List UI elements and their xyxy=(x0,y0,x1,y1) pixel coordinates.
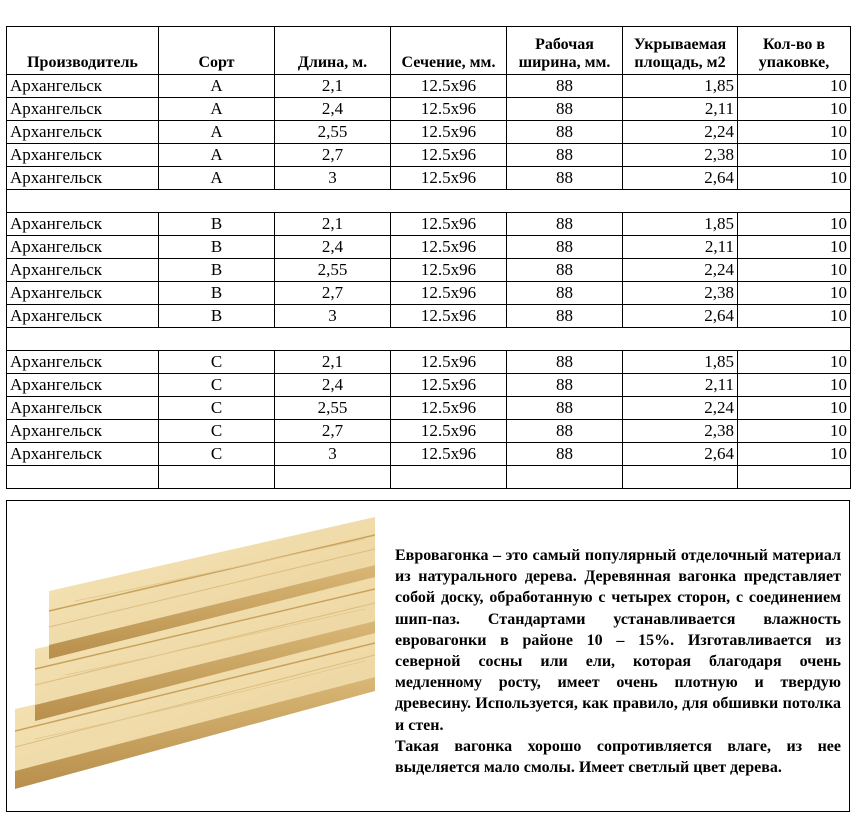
cell-maker: Архангельск xyxy=(7,305,159,328)
cell-area: 2,64 xyxy=(623,443,738,466)
cell-qty: 10 xyxy=(738,75,851,98)
cell-work-width: 88 xyxy=(507,443,623,466)
cell-section: 12.5x96 xyxy=(391,75,507,98)
cell-qty: 10 xyxy=(738,374,851,397)
cell-length: 2,1 xyxy=(275,213,391,236)
cell-length: 2,55 xyxy=(275,121,391,144)
cell-section: 12.5x96 xyxy=(391,305,507,328)
header-work-width: Рабочая ширина, мм. xyxy=(507,27,623,75)
table-row xyxy=(7,397,851,420)
table-row xyxy=(7,282,851,305)
cell-area: 2,24 xyxy=(623,259,738,282)
cell-work-width: 88 xyxy=(507,259,623,282)
product-table xyxy=(6,26,851,489)
header-section: Сечение, мм. xyxy=(391,27,507,75)
cell-qty: 10 xyxy=(738,397,851,420)
cell-section: 12.5x96 xyxy=(391,420,507,443)
cell-section: 12.5x96 xyxy=(391,374,507,397)
cell-section: 12.5x96 xyxy=(391,259,507,282)
cell-maker: Архангельск xyxy=(7,397,159,420)
cell-area: 2,24 xyxy=(623,121,738,144)
cell-area: 2,11 xyxy=(623,236,738,259)
cell-work-width: 88 xyxy=(507,98,623,121)
cell-qty: 10 xyxy=(738,236,851,259)
empty-cell xyxy=(275,466,391,489)
cell-work-width: 88 xyxy=(507,282,623,305)
table-row xyxy=(7,374,851,397)
cell-maker: Архангельск xyxy=(7,374,159,397)
separator-row xyxy=(7,190,851,213)
cell-qty: 10 xyxy=(738,167,851,190)
cell-qty: 10 xyxy=(738,420,851,443)
cell-grade: A xyxy=(159,98,275,121)
table-row xyxy=(7,259,851,282)
cell-grade: B xyxy=(159,282,275,305)
cell-work-width: 88 xyxy=(507,213,623,236)
cell-length: 3 xyxy=(275,167,391,190)
cell-maker: Архангельск xyxy=(7,121,159,144)
cell-area: 2,11 xyxy=(623,98,738,121)
cell-length: 2,7 xyxy=(275,420,391,443)
cell-area: 2,38 xyxy=(623,420,738,443)
table-body xyxy=(7,75,851,489)
cell-length: 2,1 xyxy=(275,75,391,98)
cell-grade: A xyxy=(159,75,275,98)
cell-length: 3 xyxy=(275,443,391,466)
description-paragraph-1: Евровагонка – это самый популярный отделочный материал из натурального дерева. Деревянная вагонка представляет собой доску, обработанную с четырех сторон, с соединением шип-паз. Стандартами устанавливается влажность евровагонки в районе 10 – 15%. Изготавливается из северной сосны или ели, которая благодаря очень медленному росту, имеет очень плотную и твердую древесину. Используется, как правило, для обшивки потолка и стен. xyxy=(395,547,841,734)
wood-panels-image xyxy=(15,509,375,801)
header-length: Длина, м. xyxy=(275,27,391,75)
cell-maker: Архангельск xyxy=(7,213,159,236)
cell-grade: C xyxy=(159,374,275,397)
cell-section: 12.5x96 xyxy=(391,351,507,374)
cell-work-width: 88 xyxy=(507,121,623,144)
cell-maker: Архангельск xyxy=(7,236,159,259)
cell-qty: 10 xyxy=(738,305,851,328)
table-row xyxy=(7,420,851,443)
cell-section: 12.5x96 xyxy=(391,443,507,466)
cell-work-width: 88 xyxy=(507,75,623,98)
cell-work-width: 88 xyxy=(507,144,623,167)
info-panel xyxy=(6,500,850,812)
cell-maker: Архангельск xyxy=(7,259,159,282)
cell-qty: 10 xyxy=(738,443,851,466)
table-row xyxy=(7,75,851,98)
empty-cell xyxy=(507,466,623,489)
cell-area: 2,11 xyxy=(623,374,738,397)
table-row xyxy=(7,351,851,374)
header-grade: Сорт xyxy=(159,27,275,75)
cell-work-width: 88 xyxy=(507,236,623,259)
cell-grade: C xyxy=(159,397,275,420)
cell-grade: C xyxy=(159,351,275,374)
cell-length: 2,1 xyxy=(275,351,391,374)
cell-area: 2,38 xyxy=(623,282,738,305)
cell-length: 2,55 xyxy=(275,259,391,282)
cell-qty: 10 xyxy=(738,144,851,167)
table-row xyxy=(7,167,851,190)
cell-grade: B xyxy=(159,213,275,236)
cell-qty: 10 xyxy=(738,121,851,144)
cell-section: 12.5x96 xyxy=(391,213,507,236)
cell-length: 2,7 xyxy=(275,282,391,305)
cell-maker: Архангельск xyxy=(7,420,159,443)
cell-maker: Архангельск xyxy=(7,75,159,98)
cell-qty: 10 xyxy=(738,282,851,305)
cell-area: 1,85 xyxy=(623,75,738,98)
cell-work-width: 88 xyxy=(507,167,623,190)
cell-maker: Архангельск xyxy=(7,144,159,167)
table-row xyxy=(7,443,851,466)
cell-area: 1,85 xyxy=(623,351,738,374)
product-description xyxy=(395,545,841,778)
table-row xyxy=(7,98,851,121)
table-row xyxy=(7,213,851,236)
cell-qty: 10 xyxy=(738,98,851,121)
empty-cell xyxy=(391,466,507,489)
cell-work-width: 88 xyxy=(507,397,623,420)
cell-grade: C xyxy=(159,443,275,466)
cell-area: 2,38 xyxy=(623,144,738,167)
cell-qty: 10 xyxy=(738,351,851,374)
cell-grade: C xyxy=(159,420,275,443)
cell-length: 2,4 xyxy=(275,98,391,121)
separator-cell xyxy=(7,190,851,213)
separator-cell xyxy=(7,328,851,351)
table-row xyxy=(7,236,851,259)
separator-row xyxy=(7,466,851,489)
cell-grade: A xyxy=(159,121,275,144)
cell-maker: Архангельск xyxy=(7,167,159,190)
empty-cell xyxy=(623,466,738,489)
cell-length: 2,7 xyxy=(275,144,391,167)
cell-section: 12.5x96 xyxy=(391,167,507,190)
table-row xyxy=(7,121,851,144)
cell-maker: Архангельск xyxy=(7,282,159,305)
cell-section: 12.5x96 xyxy=(391,397,507,420)
cell-length: 2,4 xyxy=(275,236,391,259)
cell-maker: Архангельск xyxy=(7,443,159,466)
cell-qty: 10 xyxy=(738,213,851,236)
cell-work-width: 88 xyxy=(507,420,623,443)
cell-section: 12.5x96 xyxy=(391,282,507,305)
table-header-row xyxy=(7,27,851,75)
cell-maker: Архангельск xyxy=(7,351,159,374)
cell-section: 12.5x96 xyxy=(391,236,507,259)
empty-cell xyxy=(738,466,851,489)
cell-qty: 10 xyxy=(738,259,851,282)
cell-area: 1,85 xyxy=(623,213,738,236)
cell-grade: A xyxy=(159,144,275,167)
empty-cell xyxy=(159,466,275,489)
cell-work-width: 88 xyxy=(507,305,623,328)
cell-length: 2,4 xyxy=(275,374,391,397)
price-sheet xyxy=(6,26,850,812)
cell-maker: Архангельск xyxy=(7,98,159,121)
header-area: Укрываемая площадь, м2 xyxy=(623,27,738,75)
cell-section: 12.5x96 xyxy=(391,144,507,167)
cell-section: 12.5x96 xyxy=(391,121,507,144)
cell-area: 2,24 xyxy=(623,397,738,420)
header-qty: Кол-во в упаковке, xyxy=(738,27,851,75)
cell-grade: B xyxy=(159,259,275,282)
description-paragraph-2: Такая вагонка хорошо сопротивляется влаге, из нее выделяется мало смолы. Имеет светлый цвет дерева. xyxy=(395,737,841,777)
cell-length: 2,55 xyxy=(275,397,391,420)
cell-grade: A xyxy=(159,167,275,190)
empty-cell xyxy=(7,466,159,489)
cell-area: 2,64 xyxy=(623,305,738,328)
cell-length: 3 xyxy=(275,305,391,328)
table-row xyxy=(7,144,851,167)
cell-work-width: 88 xyxy=(507,351,623,374)
cell-grade: B xyxy=(159,305,275,328)
table-row xyxy=(7,305,851,328)
separator-row xyxy=(7,328,851,351)
header-maker: Производитель xyxy=(7,27,159,75)
cell-grade: B xyxy=(159,236,275,259)
cell-area: 2,64 xyxy=(623,167,738,190)
cell-section: 12.5x96 xyxy=(391,98,507,121)
cell-work-width: 88 xyxy=(507,374,623,397)
